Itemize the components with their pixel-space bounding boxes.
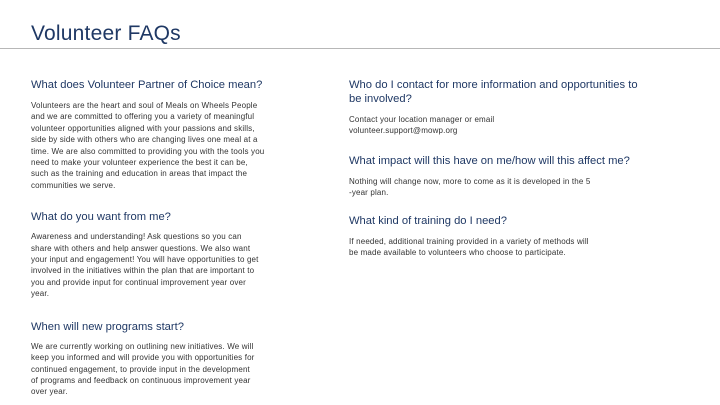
faq-question: What kind of training do I need? bbox=[349, 214, 507, 227]
page-title: Volunteer FAQs bbox=[31, 22, 181, 45]
faq-column-left bbox=[31, 78, 281, 398]
faq-answer: Contact your location manager or email volunteer.support@mowp.org bbox=[349, 115, 495, 136]
faq-answer: Nothing will change now, more to come as it is developed in the 5 -year plan. bbox=[349, 176, 591, 198]
faq-question: What does Volunteer Partner of Choice mean? bbox=[31, 79, 263, 91]
faq-question: What impact will this have on me/how will this affect me? bbox=[349, 154, 630, 167]
faq-answer: We are currently working on outlining new initiatives. We will keep you informed and will provide you with opportunities for continued engagement, to provide input in the development of programs and feedback on continuous improvement year over year. bbox=[31, 341, 255, 397]
faq-question: What do you want from me? bbox=[31, 211, 171, 224]
faq-answer: Awareness and understanding! Ask questions so you can share with others and help answer questions. We also want your input and engagement! You will have opportunities to get involved in the initiatives within the plan that are important to you and provide input for continual improvement year over year. bbox=[31, 232, 259, 299]
faq-question: When will new programs start? bbox=[31, 320, 184, 333]
faq-answer: If needed, additional training provided in a variety of methods will be made available to volunteers who choose to participate. bbox=[349, 236, 589, 258]
faq-question: Who do I contact for more information and opportunities to be involved? bbox=[349, 79, 638, 105]
faq-column-right bbox=[349, 78, 639, 258]
title-divider bbox=[0, 48, 720, 49]
faq-answer: Volunteers are the heart and soul of Meals on Wheels People and we are committed to offering you a variety of meaningful volunteer opportunities aligned with your passions and skills, side by side with others who are changing lives one meal at a time. We are also committed to providing you with the tools you need to make your volunteer experience the best it can be, such as the training and education in areas that impact the communities we serve. bbox=[31, 101, 265, 190]
